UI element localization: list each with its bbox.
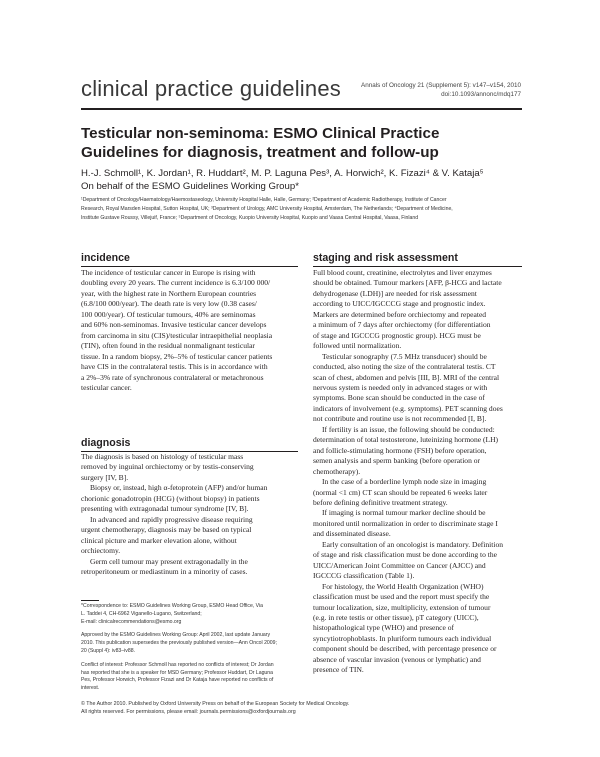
citation-journal: Annals of Oncology 21 (Supplement 5): v147–v154, 2010 — [361, 82, 521, 89]
body-line: doubling every 20 years. The current incidence is 6.3/100 000/ — [81, 278, 271, 288]
body-line: nervous system is needed only in advanced stages or with — [313, 382, 488, 392]
staging-heading-rule — [313, 266, 522, 267]
body-line: presenting with extragonadal tumour syndrome [IV, B]. — [81, 504, 249, 514]
footnote-line: 2010. This publication supersedes the previously published version—Ann Oncol 2009; — [81, 640, 277, 647]
body-line: In advanced and rapidly progressive disease requiring — [90, 514, 253, 524]
body-line: chemotherapy). — [313, 466, 361, 476]
footnote-line: 20 (Suppl 4): iv83–iv88. — [81, 647, 136, 654]
body-line: and disseminated disease. — [313, 529, 391, 539]
footnote-rule — [81, 600, 99, 601]
body-line: dehydrogenase (LDH)] are needed for risk assessment — [313, 288, 477, 298]
footnote-line: Approved by the ESMO Guidelines Working Group: April 2002, last update January — [81, 632, 271, 639]
diagnosis-body — [81, 452, 301, 577]
body-line: chorionic gonadotropin (HCG) (without biopsy) in patients — [81, 493, 260, 503]
body-line: retroperitoneum or mediastinum in a minority of cases. — [81, 566, 248, 576]
citation-doi: doi:10.1093/annonc/mdq177 — [441, 90, 521, 98]
body-line: For histology, the World Health Organization (WHO) — [322, 581, 484, 591]
body-line: surgery [IV, B]. — [81, 472, 129, 482]
body-line: Germ cell tumour may present extragonadally in the — [90, 556, 248, 566]
authors-names: H.-J. Schmoll¹, K. Jordan¹, R. Huddart², M. P. Laguna Pes³, A. Horwich², K. Fizazi⁴ & V. Kataja⁵ — [81, 168, 484, 179]
body-line: Early consultation of an oncologist is mandatory. Definition — [322, 539, 504, 549]
body-line: before defining definitive treatment strategy. — [313, 497, 448, 507]
footnote-line: E-mail: clinicalrecommendations@esmo.org — [81, 618, 182, 625]
body-line: If fertility is an issue, the following should be conducted: — [322, 424, 495, 434]
body-line: removed by inguinal orchiectomy or by testis-conserving — [81, 462, 254, 472]
body-line: symptoms. Bone scan should be conducted in the case of — [313, 393, 485, 403]
body-line: not contribute and routine use is not recommended [I, B]. — [313, 414, 487, 424]
body-line: histopathological type (WHO) and presence of — [313, 623, 455, 633]
body-line: according to UICC/IGCCCG stage and prognostic index. — [313, 299, 486, 309]
footnote-line: *Correspondence to: ESMO Guidelines Working Group, ESMO Head Office, Via — [81, 603, 264, 609]
body-line: Markers are determined before orchiectomy and repeated — [313, 309, 487, 319]
affiliation-line: Research, Royal Marsden Hospital, Sutton Hospital, UK; ³Department of Urology, AMC University Hospital, Amsterdam, The Netherlands; ⁴Department of Medicine, — [81, 205, 453, 212]
footnote-line: has reported that she is a speaker for MSD Germany; Professor Huddart, Dr Laguna — [81, 669, 274, 676]
body-line: a minimum of 7 days after orchiectomy (for differentiation — [313, 320, 491, 330]
body-line: and 60% non-seminomas. Invasive testicular cancer develops — [81, 320, 267, 330]
body-line: In the case of a borderline lymph node size in imaging — [322, 477, 487, 487]
body-line: (TIN), often found in the residual nonmalignant testicular — [81, 341, 255, 351]
copyright-notice — [81, 701, 526, 716]
body-line: of stage and IGCCCG prognostic group). HCG must be — [313, 330, 481, 340]
body-line: from carcinoma in situ (CIS)/testicular intraepithelial neoplasia — [81, 330, 273, 340]
authors-group: On behalf of the ESMO Guidelines Working Group* — [81, 180, 299, 192]
journal-header — [81, 76, 521, 106]
staging-body — [313, 268, 525, 676]
body-line: presence of TIN. — [313, 665, 364, 675]
body-line: semen analysis and sperm banking (before operation or — [313, 456, 481, 466]
incidence-heading-rule — [81, 266, 298, 267]
body-line: Biopsy or, instead, high α-fetoprotein (AFP) and/or human — [90, 483, 268, 493]
body-line: of stage and risk classification must be done according to the — [313, 550, 498, 560]
body-line: indicators of involvement (e.g. symptoms). PET scanning does — [313, 403, 503, 413]
body-line: component should be described, with percentage presence or — [313, 644, 497, 654]
body-line: Full blood count, creatinine, electrolytes and liver enzymes — [313, 268, 492, 277]
body-line: classification must be used and the report must specify the — [313, 592, 490, 602]
body-line: UICC/American Joint Committee on Cancer (AJCC) and — [313, 560, 486, 570]
article-title: Testicular non-seminoma: ESMO Clinical Practice Guidelines for diagnosis, treatment and follow-up — [81, 125, 440, 161]
author-list — [81, 168, 526, 193]
body-line: clinical picture and marker elevation alone, without — [81, 535, 237, 545]
body-line: If imaging is normal tumour marker decline should be — [322, 508, 486, 518]
body-line: followed until normalization. — [313, 341, 402, 351]
journal-section-label: clinical practice guidelines — [81, 76, 341, 101]
diagnosis-heading: diagnosis — [81, 437, 131, 449]
body-line: orchiectomy. — [81, 546, 121, 556]
body-line: determination of total testosterone, luteinizing hormone (LH) — [313, 435, 499, 445]
staging-heading: staging and risk assessment — [313, 252, 458, 264]
body-line: IGCCCG classification (Table 1). — [313, 571, 415, 581]
body-line: have CIS in the contralateral testis. This is in accordance with — [81, 362, 268, 372]
incidence-body — [81, 268, 301, 393]
copyright-line: All rights reserved. For permissions, please email: journals.permissions@oxfordjournals.org — [81, 708, 296, 715]
footnote-line: Pes, Professor Horwich, Professor Fizazi and Dr Kataja have reported no conflicts of — [81, 677, 274, 684]
body-line: urgent chemotherapy, diagnosis may be based on typical — [81, 525, 252, 535]
body-line: scan of chest, abdomen and pelvis [III, B]. MRI of the central — [313, 372, 500, 382]
body-line: should be obtained. Tumour markers [AFP, β-HCG and lactate — [313, 278, 502, 288]
body-line: and follicle-stimulating hormone (FSH) before operation, — [313, 445, 487, 455]
body-line: syncytiotrophoblasts. In pluriform tumours each individual — [313, 633, 492, 643]
body-line: conducted, also noting the size of the contralateral testis. CT — [313, 362, 496, 372]
footnotes — [81, 603, 301, 693]
body-line: Testicular sonography (7.5 MHz transducer) should be — [322, 351, 487, 361]
citation-block — [361, 82, 521, 99]
body-line: 100 000/year). Of testicular tumours, 40% are seminomas — [81, 309, 256, 319]
body-line: year, with the highest rate in Northern European countries — [81, 288, 257, 298]
footnote-line: L. Taddei 4, CH-6962 Viganello-Lugano, Switzerland; — [81, 610, 202, 617]
body-line: (e.g. in rete testis or other tissue), pT category (UICC), — [313, 612, 479, 622]
body-line: The diagnosis is based on histology of testicular mass — [81, 452, 244, 461]
body-line: (6.8/100 000/year). The death rate is very low (0.38 cases/ — [81, 299, 257, 309]
body-line: tissue. In a random biopsy, 2%–5% of testicular cancer patients — [81, 351, 273, 361]
body-line: testicular cancer. — [81, 382, 132, 392]
body-line: (normal <1 cm) CT scan should be repeated 6 weeks later — [313, 487, 488, 497]
incidence-heading: incidence — [81, 252, 130, 264]
affiliation-line: ¹Department of Oncology/Haematology/Haemostaseology, University Hospital Halle, Halle, Germany; ²Department of Academic Radiotherapy, Institute of Cancer — [81, 197, 447, 203]
affiliations — [81, 196, 526, 222]
copyright-line: © The Author 2010. Published by Oxford University Press on behalf of the European Society for Medical Oncology. — [81, 701, 350, 707]
body-line: monitored until normalization in order to discriminate stage I — [313, 518, 498, 528]
footnote-line: interest. — [81, 685, 100, 692]
body-line: tumour localization, size, multiplicity, extension of tumour — [313, 602, 491, 612]
body-line: absence of vascular invasion (venous or lymphatic) and — [313, 654, 481, 664]
affiliation-line: Institute Gustave Roussy, Villejuif, France; ⁵Department of Oncology, Kuopio University Hospital, Kuopio and Vaasa Central Hospital, Vaasa, Finland — [81, 214, 419, 221]
body-line: a 2%–3% rate of synchronous contralateral or metachronous — [81, 372, 264, 382]
body-line: The incidence of testicular cancer in Europe is rising with — [81, 268, 256, 277]
header-rule — [81, 108, 522, 110]
footnote-line: Conflict of interest: Professor Schmoll has reported no conflicts of interest; Dr Jordan — [81, 661, 274, 668]
